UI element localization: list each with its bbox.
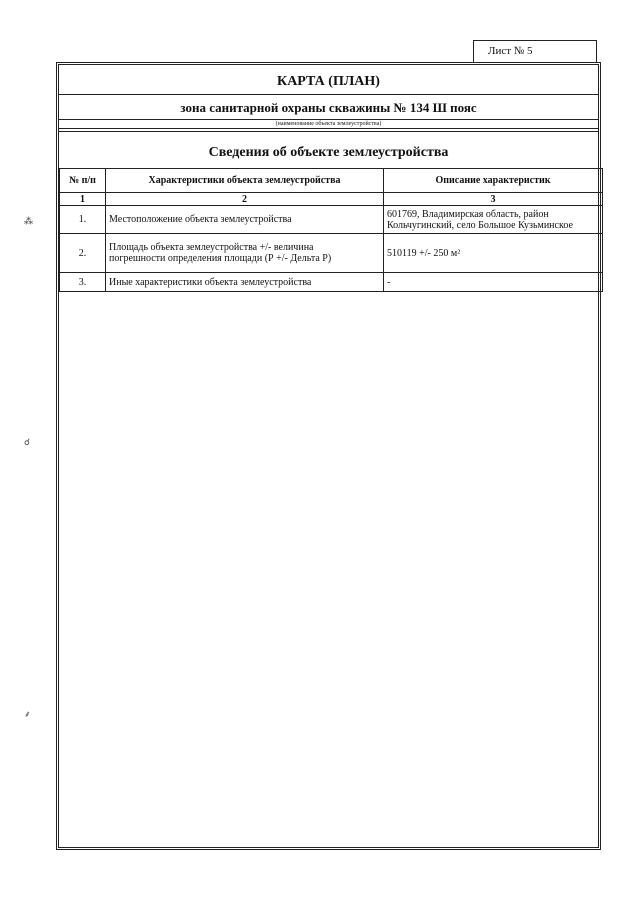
header-characteristic: Характеристики объекта землеустройства	[106, 169, 384, 193]
table-row	[60, 273, 603, 292]
subtitle-caption: (наименование объекта землеустройства)	[275, 121, 382, 127]
document-frame-inner	[58, 64, 599, 848]
row-characteristic-line: Площадь объекта землеустройства +/- величина	[109, 242, 314, 253]
scan-artifact-mark: ⸙	[24, 709, 31, 719]
row-description-line: Кольчугинский, село Большое Кузьминское	[387, 219, 573, 231]
row-number: 3.	[60, 273, 106, 292]
row-characteristic: Иные характеристики объекта землеустройства	[106, 273, 384, 292]
object-info-table	[59, 168, 603, 292]
row-characteristic-line: погрешности определения площади (Р +/- Дельта Р)	[109, 253, 332, 264]
row-description: -	[384, 273, 603, 292]
column-number-2: 2	[106, 193, 384, 206]
column-number-1: 1	[60, 193, 106, 206]
table-row	[60, 234, 603, 273]
row-description: 510119 +/- 250 м²	[384, 234, 603, 273]
row-characteristic: Местоположение объекта землеустройства	[106, 206, 384, 234]
header-number: № п/п	[60, 169, 106, 193]
table-row	[60, 206, 603, 234]
column-number-row	[60, 193, 603, 206]
document-title: КАРТА (ПЛАН)	[277, 74, 380, 89]
row-description-line: 601769, Владимирская область, район	[387, 208, 549, 220]
title-divider	[59, 94, 598, 95]
document-subtitle: зона санитарной охраны скважины № 134 Ш пояс	[180, 100, 477, 115]
column-number-3: 3	[384, 193, 603, 206]
row-number: 1.	[60, 206, 106, 234]
table-header-row	[60, 169, 603, 193]
section-title: Сведения об объекте землеустройства	[208, 145, 449, 160]
row-number: 2.	[60, 234, 106, 273]
row-description	[384, 206, 603, 234]
scan-artifact-mark: ☌	[24, 437, 31, 447]
caption-divider	[59, 128, 598, 129]
header-description: Описание характеристик	[384, 169, 603, 193]
sheet-number-label: Лист № 5	[473, 40, 597, 62]
caption-divider-double	[59, 131, 598, 132]
scan-artifact-mark: ⁂	[24, 216, 33, 226]
document-frame	[56, 62, 601, 850]
row-characteristic	[106, 234, 384, 273]
